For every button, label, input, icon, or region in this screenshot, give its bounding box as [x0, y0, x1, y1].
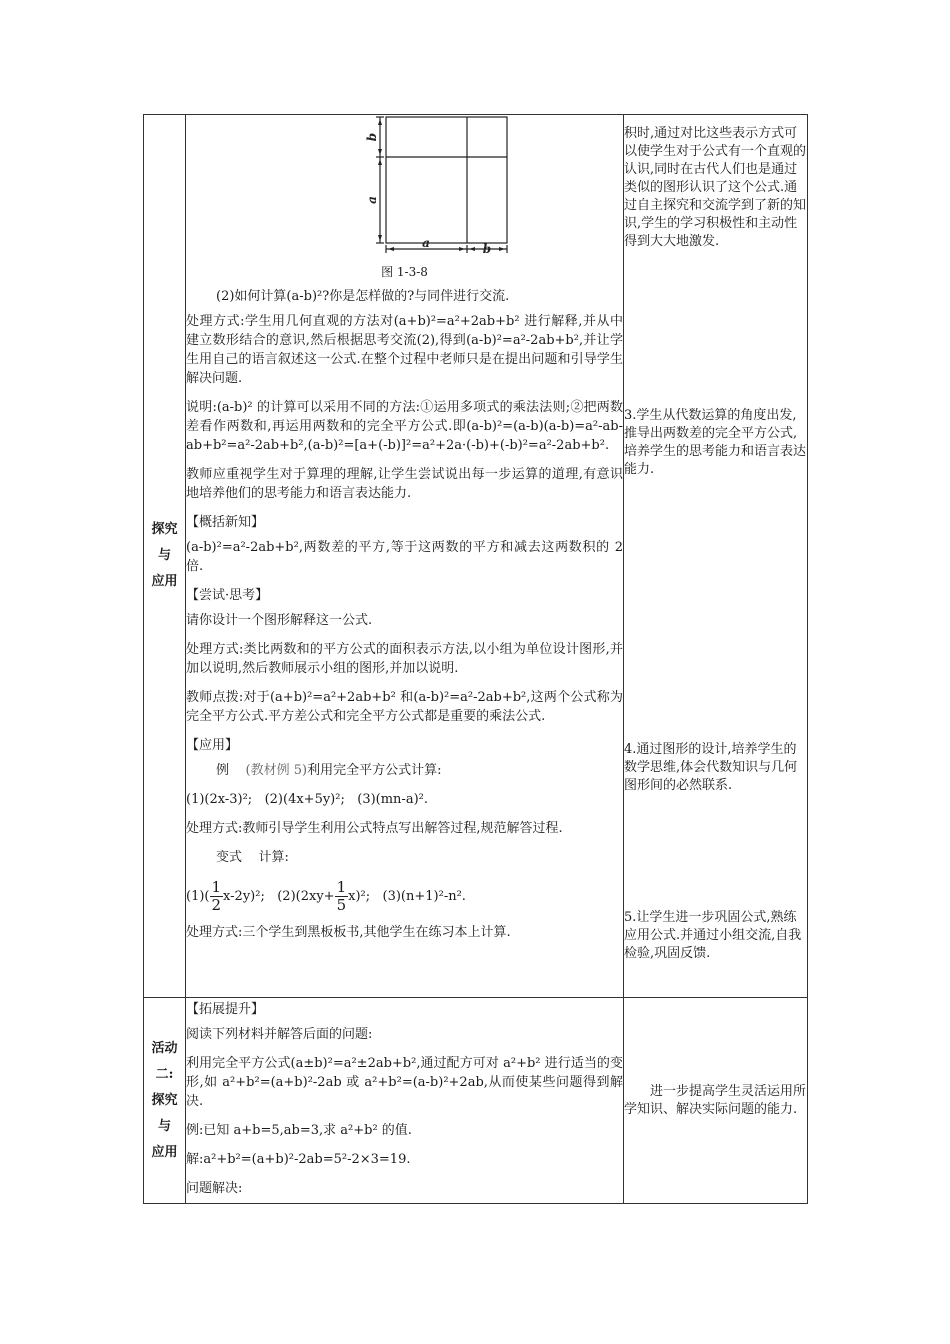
outer-square [386, 117, 507, 243]
label-line: 探究 [151, 522, 178, 537]
example-prefix: 例 [216, 763, 230, 778]
variant-1-prefix: (1)( [186, 889, 210, 904]
label-line: 与 [157, 548, 171, 563]
example-text: 利用完全平方公式计算: [307, 763, 442, 778]
extension-heading: 【拓展提升】 [186, 1002, 265, 1017]
variant-heading: 变式 计算: [216, 850, 289, 865]
note-3: 3.学生从代数运算的角度出发,推导出两数差的完全平方公式,培养学生的思考能力和语言表达能力. [624, 408, 807, 477]
variant-exercises [186, 877, 623, 917]
method-paragraph-2: 处理方式:类比两数和的平方公式的面积表示方法,以小组为单位设计图形,并加以说明,然后教师展示小组的图形,并加以说明. [186, 642, 623, 676]
note-1: 积时,通过对比这些表示方式可以使学生对于公式有一个直观的认识,同时在古代人们也是通过类似的图形认识了这个公式.通过自主探究和交流学到了新的知识,学生的学习积极性和主动性得到大大地激发. [624, 126, 807, 249]
example-line [186, 761, 623, 780]
note-5: 5.让学生进一步巩固公式,熟练应用公式.并通过小组交流,自我检验,巩固反馈. [624, 910, 802, 961]
content-cell [186, 115, 624, 998]
extension-problem: 问题解决: [186, 1181, 243, 1196]
note-extension: 进一步提高学生灵活运用所学知识、解决实际问题的能力. [624, 1083, 807, 1117]
area-diagram [180, 115, 618, 287]
square-figure [186, 115, 623, 287]
section-explore-row [144, 115, 808, 998]
notes-cell [624, 998, 808, 1204]
label-line: 活动 [151, 1040, 178, 1056]
teacher-tip: 教师点拨:对于(a+b)²=a²+2ab+b² 和(a-b)²=a²-2ab+b²,这两个公式称为完全平方公式.平方差公式和完全平方公式都是重要的乘法公式. [186, 690, 623, 724]
content-cell [186, 998, 624, 1204]
label-a-vertical: a [365, 196, 379, 204]
extension-intro: 阅读下列材料并解答后面的问题: [186, 1027, 373, 1042]
fraction-numerator: 1 [211, 878, 222, 896]
method-paragraph-3: 处理方式:教师引导学生利用公式特点写出解答过程,规范解答过程. [186, 821, 563, 836]
variant-2-suffix: x)²; [348, 889, 371, 904]
question-2: (2)如何计算(a-b)²?你是怎样做的?与同伴进行交流. [216, 289, 510, 304]
extension-material: 利用完全平方公式(a±b)²=a²±2ab+b²,通过配方可对 a²+b² 进行适当的变形,如 a²+b²=(a+b)²-2ab 或 a²+b²=(a-b)²+2ab,从而使某些问题得到解决. [186, 1056, 623, 1109]
section-label [144, 517, 185, 595]
try-question: 请你设计一个图形解释这一公式. [186, 613, 373, 628]
lesson-plan-table [143, 114, 808, 1204]
section-label [144, 1036, 185, 1166]
label-line: 应用 [151, 574, 178, 589]
exercise-list: (1)(2x-3)²; (2)(4x+5y)²; (3)(mn-a)². [186, 792, 428, 807]
explanation-paragraph: 说明:(a-b)² 的计算可以采用不同的方法:①运用多项式的乘法法则;②把两数差看作两数和,再运用两数和的完全平方公式.即(a-b)²=(a-b)(a-b)=a²-ab-ab+b²=a²-2ab+b²,(a-b)²=[a+(-b)]²=a²+2a·(-b)+(-b)²=a²-2ab+b². [186, 400, 623, 453]
example-source: (教材例 5) [245, 763, 308, 778]
variant-1-suffix: x-2y)²; [223, 889, 265, 904]
figure-caption: 图 1-3-8 [381, 265, 428, 279]
fraction-numerator: 1 [336, 878, 347, 896]
try-heading: 【尝试·思考】 [186, 588, 269, 603]
label-line: 与 [157, 1118, 171, 1134]
label-line: 应用 [151, 1144, 178, 1160]
variant-3: (3)(n+1)²-n². [382, 889, 466, 904]
summary-text: (a-b)²=a²-2ab+b²,两数差的平方,等于这两数的平方和减去这两数积的 2 倍. [186, 540, 623, 574]
apply-heading: 【应用】 [186, 738, 239, 753]
fraction-one-half [210, 879, 224, 914]
label-b-vertical: b [365, 132, 379, 142]
extension-example: 例:已知 a+b=5,ab=3,求 a²+b² 的值. [186, 1123, 412, 1138]
method-paragraph-4: 处理方式:三个学生到黑板板书,其他学生在练习本上计算. [186, 925, 511, 940]
method-paragraph-1: 处理方式:学生用几何直观的方法对(a+b)²=a²+2ab+b² 进行解释,并从中建立数形结合的意识,然后根据思考交流(2),得到(a-b)²=a²-2ab+b²,并让学生用自己的语言叙述这一公式.在整个过程中老师只是在提出问题和引导学生解决问题. [186, 314, 623, 386]
extension-solution: 解:a²+b²=(a+b)²-2ab=5²-2×3=19. [186, 1152, 411, 1167]
summary-heading: 【概括新知】 [186, 515, 265, 530]
label-b-horizontal: b [482, 242, 492, 256]
fraction-one-fifth [335, 879, 349, 914]
variant-2-prefix: (2)(2xy+ [277, 889, 335, 904]
section-label-cell [144, 998, 186, 1204]
note-4: 4.通过图形的设计,培养学生的数学思维,体会代数知识与几何图形间的必然联系. [624, 742, 798, 793]
label-line: 二: [155, 1066, 174, 1082]
notes-cell [624, 115, 808, 998]
fraction-denominator: 5 [336, 896, 347, 914]
teacher-note: 教师应重视学生对于算理的理解,让学生尝试说出每一步运算的道理,有意识地培养他们的思考能力和语言表达能力. [186, 467, 623, 501]
label-a-horizontal: a [422, 236, 430, 250]
fraction-denominator: 2 [211, 896, 222, 914]
label-line: 探究 [151, 1092, 178, 1108]
section-extension-row [144, 998, 808, 1204]
